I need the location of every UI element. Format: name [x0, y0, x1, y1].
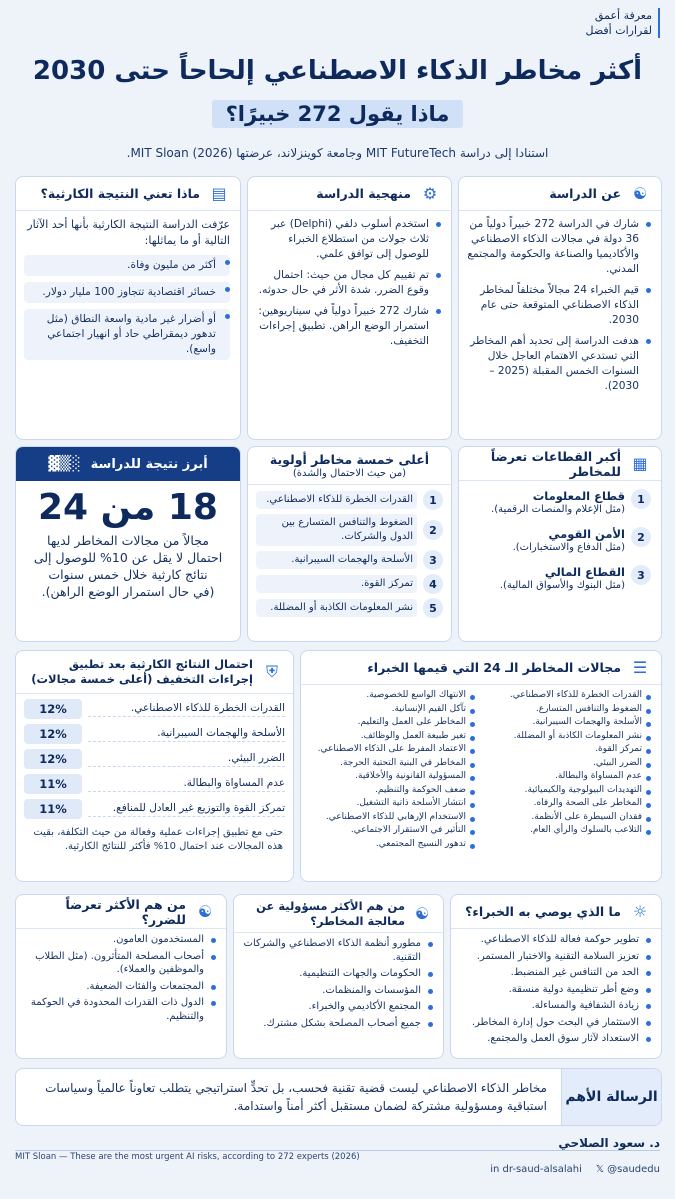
x-icon: 𝕏 — [595, 1164, 608, 1175]
domain-item: تدهور النسيج المجتمعي. — [307, 839, 475, 851]
message-card — [15, 1068, 662, 1126]
top5-text: الضغوط والتنافس المتسارع بين الدول والشركات. — [256, 514, 417, 546]
sector-desc: (مثل الدفاع والاستخبارات). — [512, 542, 625, 553]
message-text: مخاطر الذكاء الاصطناعي ليست قضية تقنية فحسب، بل تحدٍّ استراتيجي يتطلب تعاوناً عالمياً وسياسات استباقية ومسؤولية مشتركة لضمان مستقبل أكثر أمناً واستدامة. — [45, 1081, 547, 1113]
footer-divider — [15, 1150, 660, 1151]
recommend-item: الاستثمار في البحث حول إدارة المخاطر. — [459, 1016, 651, 1030]
key-finding-card — [15, 446, 241, 642]
top5-number: 1 — [423, 490, 443, 510]
method-card — [247, 176, 452, 440]
mitigation-row — [24, 749, 285, 769]
mitigation-label: الأسلحة والهجمات السيبرانية. — [88, 727, 285, 742]
catastrophic-header — [16, 177, 240, 211]
top5-list — [248, 485, 451, 618]
mitigation-label: القدرات الخطرة للذكاء الاصطناعي. — [88, 702, 285, 717]
recommend-header — [451, 895, 661, 929]
top5-title: أعلى خمسة مخاطر أولوية — [269, 452, 430, 467]
catastrophic-item: أكثر من مليون وفاة. — [24, 255, 230, 276]
mitigation-pct: 12% — [24, 699, 82, 719]
users-icon: ☯ — [197, 902, 213, 921]
people-icon: ☯ — [632, 184, 648, 203]
exposed-card — [15, 894, 227, 1059]
footer-handles — [490, 1164, 660, 1175]
sector-number: 1 — [631, 489, 651, 509]
domain-item: الأسلحة والهجمات السيبرانية. — [483, 717, 651, 729]
recommend-item: تطوير حوكمة فعالة للذكاء الاصطناعي. — [459, 933, 651, 947]
domains-card — [300, 650, 662, 882]
method-item: استخدم أسلوب دلفي (Delphi) عبر ثلاث جولات من استطلاع الخبراء للوصول إلى توافق علمي. — [256, 217, 441, 262]
lightbulb-icon: ☼ — [632, 902, 648, 921]
footer-source: MIT Sloan — These are the most urgent AI risks, according to 272 experts (2026) — [15, 1152, 360, 1162]
domain-item: التهديدات البيولوجية والكيميائية. — [483, 785, 651, 797]
exposed-header — [16, 895, 226, 929]
key-header — [16, 447, 240, 481]
mitigation-label: عدم المساواة والبطالة. — [88, 777, 285, 792]
mitigation-pct: 12% — [24, 749, 82, 769]
responsible-list — [234, 933, 443, 1030]
about-item: شارك في الدراسة 272 خبيراً دولياً من 36 دولة في مجالات الذكاء الاصطناعي والأكاديميا والصناعة والحكومة والمجتمع المدني. — [467, 217, 651, 277]
top5-row — [256, 490, 443, 510]
mitigation-pct: 11% — [24, 774, 82, 794]
mitigation-rows — [16, 694, 293, 819]
domain-item: تغير طبيعة العمل والوظائف. — [307, 731, 475, 743]
domain-item: انتشار الأسلحة ذاتية التشغيل. — [307, 798, 475, 810]
about-item: هدفت الدراسة إلى تحديد أهم المخاطر التي تستدعي الاهتمام العاجل خلال السنوات الخمس المقبلة (2025 – 2030). — [467, 334, 651, 394]
method-title: منهجية الدراسة — [316, 186, 411, 201]
domain-item: الاعتماد المفرط على الذكاء الاصطناعي. — [307, 744, 475, 756]
list-icon: ☰ — [632, 658, 648, 677]
responsible-card — [233, 894, 444, 1059]
top5-text: القدرات الخطرة للذكاء الاصطناعي. — [256, 491, 417, 509]
top5-header — [248, 447, 451, 485]
page-subtitle — [0, 100, 675, 128]
source-line: استنادا إلى دراسة MIT FutureTech وجامعة كوينزلاند، عرضتها MIT Sloan (2026). — [126, 146, 549, 160]
catastrophic-title: ماذا تعني النتيجة الكارثية؟ — [40, 186, 200, 201]
sectors-title: أكبر القطاعات تعرضاً للمخاطر — [490, 448, 621, 479]
sector-name: القطاع المالي — [544, 565, 625, 579]
key-note: (في حال استمرار الوضع الراهن). — [41, 584, 215, 599]
top5-text: نشر المعلومات الكاذبة أو المضللة. — [256, 599, 417, 617]
domains-col-1 — [483, 690, 655, 852]
top5-text: الأسلحة والهجمات السيبرانية. — [256, 551, 417, 569]
mitigation-header — [16, 651, 293, 694]
mitigation-title: احتمال النتائج الكارثية بعد تطبيق إجراءات التخفيف (أعلى خمسة مجالات) — [31, 657, 253, 686]
exposed-item: المستخدمون العامون. — [24, 933, 216, 947]
top5-number: 3 — [423, 550, 443, 570]
top5-card — [247, 446, 452, 642]
top5-row — [256, 514, 443, 546]
sector-row — [469, 565, 651, 593]
sectors-header — [459, 447, 661, 481]
exposed-item: الدول ذات القدرات المحدودة في الحوكمة والتنظيم. — [24, 996, 216, 1023]
about-header — [459, 177, 661, 211]
domain-item: المسؤولية القانونية والأخلاقية. — [307, 771, 475, 783]
domain-item: نشر المعلومات الكاذبة أو المضللة. — [483, 731, 651, 743]
sector-row — [469, 489, 651, 517]
recommend-title: ما الذي يوصي به الخبراء؟ — [465, 904, 621, 919]
x-handle-text: @saudedu — [607, 1164, 660, 1175]
x-handle[interactable] — [596, 1164, 660, 1175]
catastrophic-item: أو أضرار غير مادية واسعة النطاق (مثل تدهور ديمقراطي حاد أو انهيار اجتماعي واسع). — [24, 309, 230, 360]
domain-item: الضغوط والتنافس المتسارع. — [483, 704, 651, 716]
catastrophic-card — [15, 176, 241, 440]
exposed-list — [16, 929, 226, 1023]
sector-desc: (مثل البنوك والأسواق المالية). — [499, 580, 625, 591]
responsible-item: المؤسسات والمنظمات. — [242, 984, 433, 998]
responsible-item: الحكومات والجهات التنظيمية. — [242, 967, 433, 981]
responsible-item: مطورو أنظمة الذكاء الاصطناعي والشركات التقنية. — [242, 937, 433, 964]
method-header — [248, 177, 451, 211]
mitigation-row — [24, 699, 285, 719]
domain-item: التأثير في الاستقرار الاجتماعي. — [307, 825, 475, 837]
domain-item: تآكل القيم الإنسانية. — [307, 704, 475, 716]
building-icon: ▦ — [632, 454, 648, 473]
linkedin-handle-text: dr-saud-alsalahi — [502, 1164, 582, 1175]
about-card — [458, 176, 662, 440]
catastrophic-item: خسائر اقتصادية تتجاوز 100 مليار دولار. — [24, 282, 230, 303]
key-text: مجالاً من مجالات المخاطر لديها احتمال لا يقل عن 10% للوصول إلى نتائج كارثية خلال خمس سنوات — [33, 533, 223, 582]
domain-item: تمركز القوة. — [483, 744, 651, 756]
mitigation-row — [24, 724, 285, 744]
domain-item: المخاطر على الصحة والرفاه. — [483, 798, 651, 810]
recommend-item: زيادة الشفافية والمساءلة. — [459, 999, 651, 1013]
mitigation-row — [24, 774, 285, 794]
domain-item: الانتهاك الواسع للخصوصية. — [307, 690, 475, 702]
domain-item: الضرر البيئي. — [483, 758, 651, 770]
brand-line-1: معرفة أعمق — [594, 9, 652, 22]
method-item: شارك 272 خبيراً دولياً في سيناريوهين: استمرار الوضع الراهن. تطبيق إجراءات التخفيف. — [256, 304, 441, 349]
recommend-card — [450, 894, 662, 1059]
top5-text: تمركز القوة. — [256, 575, 417, 593]
domain-item: فقدان السيطرة على الأنظمة. — [483, 812, 651, 824]
sectors-list — [459, 481, 661, 593]
domain-item: الاستخدام الإرهابي للذكاء الاصطناعي. — [307, 812, 475, 824]
mitigation-card — [15, 650, 294, 882]
responsible-header — [234, 895, 443, 933]
domain-item: عدم المساواة والبطالة. — [483, 771, 651, 783]
mitigation-row — [24, 799, 285, 819]
domain-item: ضعف الحوكمة والتنظيم. — [307, 785, 475, 797]
brand-line-2: لقرارات أفضل — [585, 24, 652, 37]
document-icon: ▤ — [211, 184, 227, 203]
responsible-item: جميع أصحاب المصلحة بشكل مشترك. — [242, 1017, 433, 1031]
key-title: أبرز نتيجة للدراسة — [90, 456, 208, 472]
domain-item: التلاعب بالسلوك والرأي العام. — [483, 825, 651, 837]
group-icon: ☯ — [414, 904, 430, 923]
mitigation-pct: 12% — [24, 724, 82, 744]
page-title: أكثر مخاطر الذكاء الاصطناعي إلحاحاً حتى 2030 — [32, 56, 643, 86]
responsible-title: من هم الأكثر مسؤولية عن معالجة المخاطر؟ — [256, 898, 405, 928]
domain-item: المخاطر على العمل والتعليم. — [307, 717, 475, 729]
gear-icon: ⚙ — [422, 184, 438, 203]
recommend-item: الحد من التنافس غير المنضبط. — [459, 966, 651, 980]
catastrophic-intro: عرّفت الدراسة النتيجة الكارثية بأنها أحد الآثار التالية أو ما يماثلها: — [27, 218, 230, 247]
top5-number: 4 — [423, 574, 443, 594]
linkedin-icon: in — [490, 1164, 503, 1175]
key-big-number: 18 من 24 — [38, 487, 218, 528]
domain-item: المخاطر في البنية التحتية الحرجة. — [307, 758, 475, 770]
brand-tagline — [560, 8, 660, 38]
top5-number: 5 — [423, 598, 443, 618]
mitigation-label: تمركز القوة والتوزيع غير العادل للمنافع. — [88, 802, 285, 817]
mitigation-pct: 11% — [24, 799, 82, 819]
sector-name: الأمن القومي — [548, 527, 625, 541]
top5-row — [256, 574, 443, 594]
subtitle-text: ماذا يقول 272 خبيرًا؟ — [212, 100, 464, 128]
exposed-item: المجتمعات والفئات الضعيفة. — [24, 980, 216, 994]
recommend-item: الاستعداد لآثار سوق العمل والمجتمع. — [459, 1032, 651, 1046]
mitigation-note: حتى مع تطبيق إجراءات عملية وفعالة من حيث التكلفة، بقيت هذه المجالات عند احتمال 10% فأكثر للنتائج الكارثية. — [33, 827, 283, 852]
author-name: د. سعود الصلاحي — [558, 1136, 660, 1150]
sector-number: 2 — [631, 527, 651, 547]
recommend-item: تعزيز السلامة التقنية والاختبار المستمر. — [459, 950, 651, 964]
about-item: قيم الخبراء 24 مجالاً مختلفاً لمخاطر الذكاء الاصطناعي المتوقعة حتى عام 2030. — [467, 283, 651, 328]
top5-row — [256, 598, 443, 618]
about-title: عن الدراسة — [549, 186, 621, 201]
sector-number: 3 — [631, 565, 651, 585]
sector-name: قطاع المعلومات — [532, 489, 625, 503]
message-label: الرسالة الأهم — [561, 1069, 661, 1125]
responsible-item: المجتمع الأكاديمي والخبراء. — [242, 1000, 433, 1014]
exposed-item: أصحاب المصلحة المتأثرون. (مثل الطلاب والموظفين والعملاء). — [24, 950, 216, 977]
top5-number: 2 — [423, 520, 443, 540]
mitigation-label: الضرر البيئي. — [88, 752, 285, 767]
domain-item: القدرات الخطرة للذكاء الاصطناعي. — [483, 690, 651, 702]
sector-desc: (مثل الإعلام والمنصات الرقمية). — [491, 504, 625, 515]
sectors-card — [458, 446, 662, 642]
domains-header — [301, 651, 661, 685]
recommend-list — [451, 929, 661, 1046]
recommend-item: وضع أطر تنظيمية دولية منسقة. — [459, 983, 651, 997]
method-item: تم تقييم كل مجال من حيث: احتمال وقوع الضرر. شدة الأثر في حال حدوثه. — [256, 268, 441, 298]
linkedin-handle[interactable] — [490, 1164, 582, 1175]
exposed-title: من هم الأكثر تعرضاً للضرر؟ — [65, 896, 186, 927]
top5-row — [256, 550, 443, 570]
sector-row — [469, 527, 651, 555]
domains-columns — [301, 685, 661, 852]
top5-subtitle: (من حيث الاحتمال والشدة) — [292, 468, 407, 479]
shield-icon: ⛨ — [266, 662, 279, 681]
domains-title: مجالات المخاطر الـ 24 التي قيمها الخبراء — [367, 660, 621, 675]
domains-col-2 — [307, 690, 479, 852]
bar-chart-icon: ░▒▓ — [48, 456, 81, 472]
